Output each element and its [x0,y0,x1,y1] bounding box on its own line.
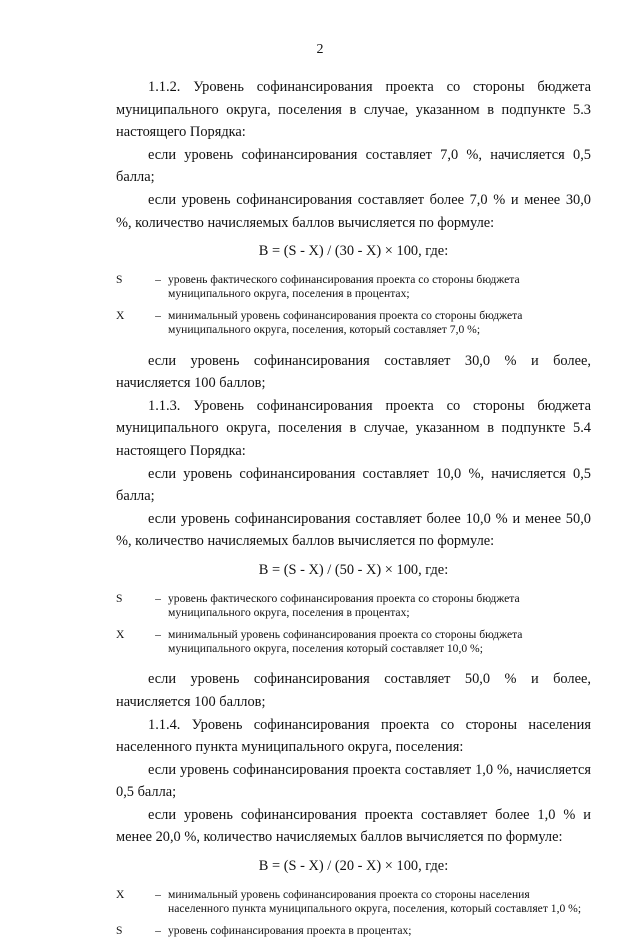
definition-x [116,888,591,916]
paragraph-rate-50: если уровень софинансирования составляет 50,0 % и более, начисляется 100 баллов; [116,671,591,710]
paragraph-rate-7: если уровень софинансирования составляет 7,0 %, начисляется 0,5 балла; [116,146,591,186]
definition-text: уровень софинансирования проекта в процентах; [168,924,412,938]
definition-dash: – [155,272,161,286]
paragraph-1-1-2: 1.1.2. Уровень софинансирования проекта со стороны бюджета муниципального округа, поселения в случае, указанном в подпункте 5.3 настоящего Порядка: [116,79,591,141]
paragraph-rate-10: если уровень софинансирования составляет 10,0 %, начисляется 0,5 балла; [116,465,591,505]
formula-20: В = (S - X) / (20 - X) × 100, где: [258,858,449,875]
definition-symbol: X [116,627,125,641]
definition-text: уровень фактического софинансирования проекта со стороны бюджета муниципального округа, поселения в процентах; [168,272,520,300]
paragraph-1-1-3: 1.1.3. Уровень софинансирования проекта со стороны бюджета муниципального округа, поселения в случае, указанном в подпункте 5.4 настоящего Порядка: [116,397,591,459]
definition-text: минимальный уровень софинансирования проекта со стороны бюджета муниципального округа, поселения, который составляет 7,0 %; [168,309,523,337]
document-body [116,76,591,946]
definition-dash: – [155,887,161,901]
definition-dash: – [155,591,161,605]
definition-x [116,628,591,656]
definition-s [116,924,591,938]
definition-symbol: S [116,272,123,286]
definition-x [116,309,591,337]
definition-text: уровень фактического софинансирования проекта со стороны бюджета муниципального округа, поселения в процентах; [168,591,520,619]
definition-dash: – [155,309,161,323]
definition-s [116,273,591,301]
paragraph-rate-1: если уровень софинансирования проекта составляет 1,0 %, начисляется 0,5 балла; [116,761,591,801]
paragraph-1-1-4: 1.1.4. Уровень софинансирования проекта со стороны населения населенного пункта муниципального округа, поселения: [116,716,591,756]
definition-text: минимальный уровень софинансирования проекта со стороны населения населенного пункта муниципального округа, поселения, который составляет 1,0 %; [168,887,582,915]
definition-s [116,592,591,620]
page-number: 2 [316,42,324,57]
paragraph-rate-10-50: если уровень софинансирования составляет более 10,0 % и менее 50,0 %, количество начисляемых баллов вычисляется по формуле: [116,510,591,550]
definition-symbol: X [116,309,125,323]
definition-symbol: S [116,924,123,938]
paragraph-rate-7-30: если уровень софинансирования составляет более 7,0 % и менее 30,0 %, количество начисляемых баллов вычисляется по формуле: [116,191,591,231]
formula-30: В = (S - X) / (30 - X) × 100, где: [258,243,449,260]
definition-symbol: X [116,887,125,901]
paragraph-rate-30: если уровень софинансирования составляет 30,0 % и более, начисляется 100 баллов; [116,352,591,392]
definition-symbol: S [116,591,123,605]
definition-dash: – [155,627,161,641]
definition-text: минимальный уровень софинансирования проекта со стороны бюджета муниципального округа, поселения который составляет 10,0 %; [168,627,523,656]
formula-50: В = (S - X) / (50 - X) × 100, где: [258,561,449,578]
definition-dash: – [155,924,161,938]
paragraph-rate-1-20: если уровень софинансирования проекта составляет более 1,0 % и менее 20,0 %, количество начисляемых баллов вычисляется по формуле: [116,806,591,846]
